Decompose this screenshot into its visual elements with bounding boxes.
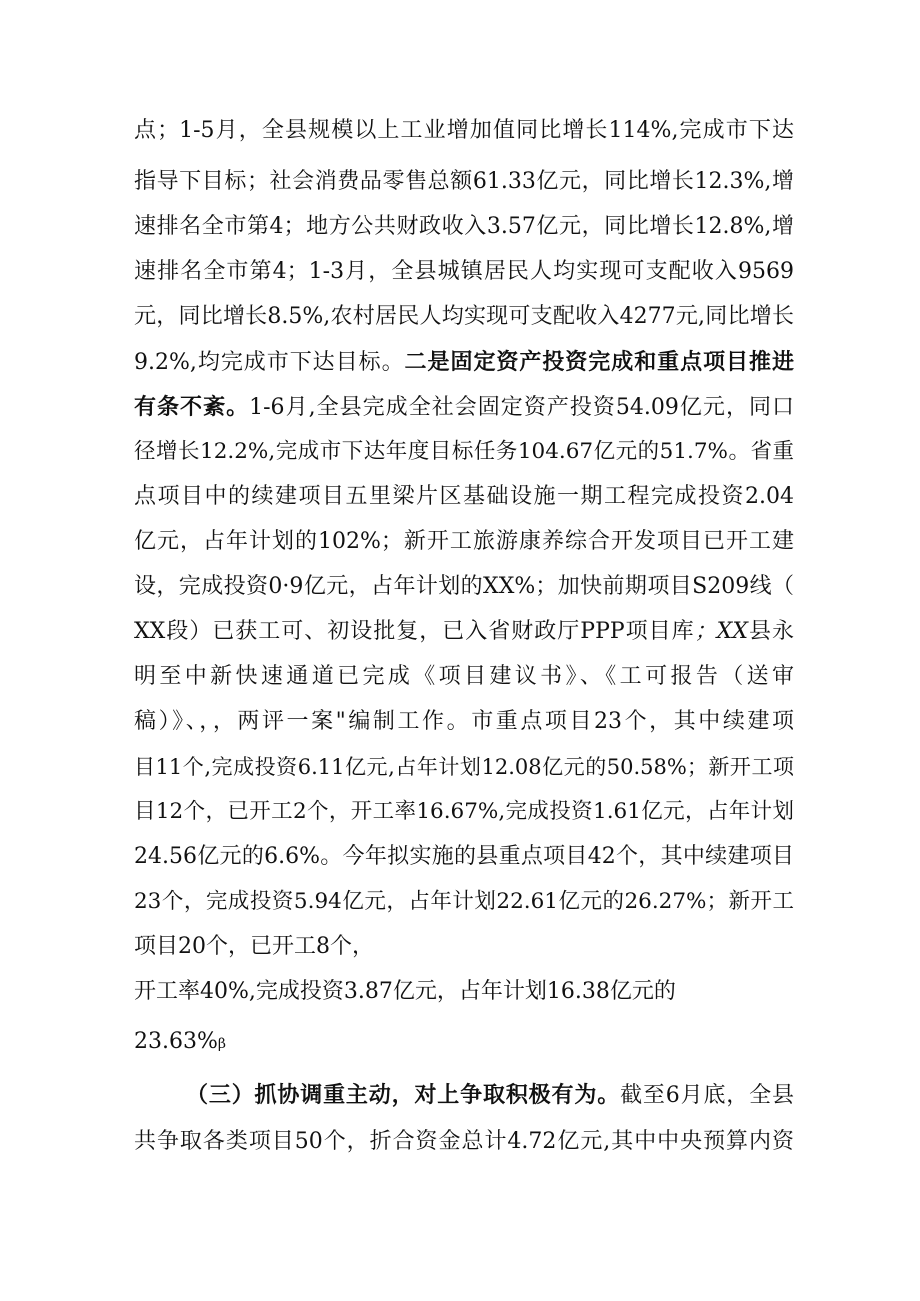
text-line-4	[134, 254, 794, 290]
text-line-10	[134, 524, 794, 560]
italic-text: ；XX	[694, 619, 748, 644]
line-text: 点；1-5月，全县规模以上工业增加值同比增长114%,完成市下达	[134, 118, 794, 143]
line-text: 元，同比增长8.5%,农村居民人均实现可支配收入4277元,同比增长	[134, 304, 794, 329]
text-line-8	[134, 434, 794, 470]
line-text: 速排名全市第4；地方公共财政收入3.57亿元，同比增长12.8%,增	[134, 214, 794, 239]
text-line-22	[186, 1077, 794, 1113]
line-text: 设，完成投资0·9亿元，占年计划的XX%；加快前期项目S209线（	[134, 574, 794, 599]
text-line-14	[134, 704, 794, 740]
line-text: 9.2%,均完成市下达目标。	[134, 350, 405, 375]
line-text: 速排名全市第4；1-3月，全县城镇居民人均实现可支配收入9569	[134, 259, 794, 284]
line-text: 项目20个，已开工8个，	[134, 934, 374, 959]
line-text: XX段）已获工可、初设批复，已入省财政厅PPP项目库	[134, 619, 695, 644]
line-text: 截至6月底，全县	[620, 1083, 794, 1108]
line-text: 稿）》、，，两评一案"编制工作。市重点项目23个，其中续建项	[134, 709, 794, 734]
text-line-3	[134, 209, 794, 245]
text-line-21	[134, 1024, 794, 1060]
text-line-11	[134, 569, 794, 605]
line-text: 开工率40%,完成投资3.87亿元，占年计划16.38亿元的	[134, 979, 676, 1004]
line-text: 径增长12.2%,完成市下达年度目标任务104.67亿元的51.7%。省重	[134, 439, 794, 464]
text-line-20	[134, 974, 794, 1010]
text-line-7	[134, 389, 794, 425]
line-text: 点项目中的续建项目五里梁片区基础设施一期工程完成投资2.04	[134, 484, 794, 509]
text-line-9	[134, 479, 794, 515]
line-text: 23.63%	[134, 1029, 218, 1054]
bold-heading-text: 二是固定资产投资完成和重点项目推进	[404, 349, 794, 375]
subscript-mark: β	[217, 1036, 226, 1052]
line-text: 23个，完成投资5.94亿元，占年计划22.61亿元的26.27%；新开工	[134, 889, 794, 914]
line-text: 共争取各类项目50个，折合资金总计4.72亿元,其中中央预算内资	[134, 1129, 794, 1154]
text-line-13	[134, 659, 794, 695]
text-line-15	[134, 749, 794, 785]
text-line-6	[134, 344, 794, 380]
section-heading-text: （三）抓协调重主动，对上争取积极有为。	[186, 1082, 621, 1108]
text-line-23	[134, 1124, 794, 1160]
text-line-18	[134, 884, 794, 920]
line-text: 指导下目标；社会消费品零售总额61.33亿元，同比增长12.3%,增	[134, 169, 794, 194]
text-line-2	[134, 164, 794, 200]
line-text: 24.56亿元的6.6%。今年拟实施的县重点项目42个，其中续建项目	[134, 844, 794, 869]
line-text: 明至中新快速通道已完成《项目建议书》、《工可报告（送审	[134, 664, 794, 689]
line-text: 亿元，占年计划的102%；新开工旅游康养综合开发项目已开工建	[134, 529, 794, 554]
line-text: 目11个,完成投资6.11亿元,占年计划12.08亿元的50.58%；新开工项	[134, 755, 794, 779]
line-text: 1-6月,全县完成全社会固定资产投资54.09亿元，同口	[249, 395, 794, 420]
text-line-17	[134, 839, 794, 875]
text-line-19	[134, 929, 794, 965]
text-line-5	[134, 299, 794, 335]
line-text: 目12个，已开工2个，开工率16.67%,完成投资1.61亿元，占年计划	[134, 799, 794, 824]
bold-heading-text: 有条不紊。	[134, 394, 250, 420]
line-text: 县永	[748, 619, 794, 644]
text-line-12	[134, 614, 794, 650]
text-line-1	[134, 113, 794, 149]
text-line-16	[134, 794, 794, 830]
